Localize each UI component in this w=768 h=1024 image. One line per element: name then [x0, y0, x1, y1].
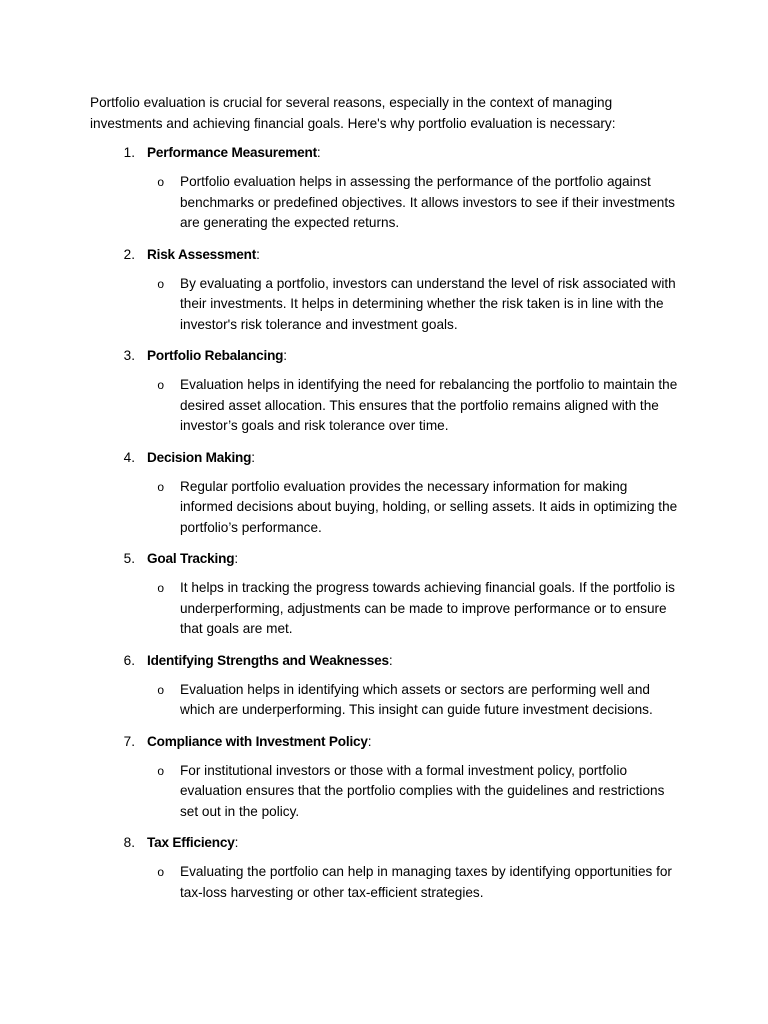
- sub-bullet-item: [90, 680, 678, 721]
- list-item-colon: :: [388, 652, 393, 668]
- list-item-number: 6.: [123, 652, 135, 668]
- bullet-marker: o: [157, 581, 164, 595]
- list-item: [90, 832, 678, 903]
- list-item-title: [147, 548, 238, 569]
- list-item-title-text: Performance Measurement: [147, 145, 317, 160]
- list-item-colon: :: [367, 733, 372, 749]
- list-item-heading: [90, 345, 678, 366]
- sub-bullet-item: [90, 477, 678, 539]
- list-item-number: 3.: [123, 348, 135, 363]
- list-item-title: [147, 731, 371, 752]
- sub-bullet-text: It helps in tracking the progress towards achieving financial goals. If the portfolio is underperforming, adjustments can be made to improve performance or to ensure that goals are met.: [180, 580, 675, 636]
- list-item-number: 4.: [123, 449, 135, 465]
- sub-bullet-text: Evaluation helps in identifying which assets or sectors are performing well and which are underperforming. This insight can guide future investment decisions.: [180, 681, 653, 717]
- list-item-number: 2.: [123, 246, 135, 262]
- sub-bullet-text: Evaluation helps in identifying the need for rebalancing the portfolio to maintain the desired asset allocation. This ensures that the portfolio remains aligned with the investor’s goals and risk tolerance over time.: [180, 377, 678, 433]
- list-item-title-text: Risk Assessment: [147, 246, 257, 262]
- sub-bullet-item: [90, 375, 678, 437]
- sub-bullet-text: Evaluating the portfolio can help in managing taxes by identifying opportunities for tax-loss harvesting or other tax-efficient strategies.: [180, 864, 672, 900]
- sub-bullet-item: [90, 761, 678, 823]
- list-item-title-text: Portfolio Rebalancing: [147, 348, 284, 363]
- list-item-heading: [90, 142, 678, 163]
- list-item-title: [147, 142, 321, 163]
- bullet-marker: o: [157, 175, 164, 189]
- list-item-heading: [90, 548, 678, 569]
- list-item: [90, 650, 678, 721]
- list-item: [90, 142, 678, 234]
- list-item-heading: [90, 447, 678, 468]
- sub-bullet-text: Portfolio evaluation helps in assessing the performance of the portfolio against benchmarks or predefined objectives. It allows investors to see if their investments are generating the expected returns.: [180, 174, 675, 230]
- list-item: [90, 548, 678, 640]
- list-item-title: [147, 345, 287, 366]
- list-item-heading: [90, 832, 678, 853]
- list-item-title-text: Compliance with Investment Policy: [147, 733, 368, 749]
- list-item: [90, 244, 678, 336]
- sub-bullet-item: [90, 578, 678, 640]
- list-item-number: 1.: [123, 145, 135, 160]
- bullet-marker: o: [157, 378, 164, 392]
- list-item-title: [147, 244, 260, 265]
- list-item-heading: [90, 650, 678, 671]
- sub-bullet-item: [90, 172, 678, 234]
- sub-bullet-item: [90, 862, 678, 903]
- list-item: [90, 731, 678, 823]
- list-item-colon: :: [256, 246, 260, 262]
- list-item-title: [147, 832, 238, 853]
- sub-bullet-text: Regular portfolio evaluation provides the necessary information for making informed decisions about buying, holding, or selling assets. It aids in optimizing the portfolio’s performance.: [180, 478, 678, 535]
- sub-bullet-item: [90, 274, 678, 336]
- list-item-number: 7.: [123, 733, 135, 749]
- bullet-marker: o: [157, 682, 164, 697]
- bullet-marker: o: [157, 276, 164, 291]
- list-item-title-text: Decision Making: [147, 449, 252, 465]
- list-item-title: [147, 447, 255, 468]
- intro-paragraph: Portfolio evaluation is crucial for several reasons, especially in the context of managing investments and achieving financial goals. Here's why portfolio evaluation is necessary:: [90, 95, 616, 131]
- list-item-title-text: Goal Tracking: [147, 551, 235, 566]
- list-item-title-text: Identifying Strengths and Weaknesses: [147, 652, 389, 668]
- bullet-marker: o: [157, 865, 164, 879]
- bullet-marker: o: [157, 763, 164, 778]
- sub-bullet-text: By evaluating a portfolio, investors can understand the level of risk associated with their investments. It helps in determining whether the risk taken is in line with the investor's risk tolerance and investment goals.: [180, 275, 676, 332]
- list-item-number: 5.: [123, 551, 135, 566]
- list-item-colon: :: [316, 145, 321, 160]
- list-item-colon: :: [234, 551, 238, 566]
- list-item: [90, 447, 678, 539]
- bullet-marker: o: [157, 479, 164, 494]
- list-item-title-text: Tax Efficiency: [147, 835, 235, 850]
- list-item: [90, 345, 678, 437]
- list-item-heading: [90, 244, 678, 265]
- list-item-colon: :: [283, 348, 287, 363]
- list-item-number: 8.: [123, 835, 135, 850]
- sub-bullet-text: For institutional investors or those with a formal investment policy, portfolio evaluation ensures that the portfolio complies with the guidelines and restrictions set out in the policy.: [180, 762, 665, 819]
- list-item-colon: :: [251, 449, 255, 465]
- list-item-heading: [90, 731, 678, 752]
- list-item-title: [147, 650, 392, 671]
- numbered-list: [90, 142, 678, 903]
- list-item-colon: :: [234, 835, 239, 850]
